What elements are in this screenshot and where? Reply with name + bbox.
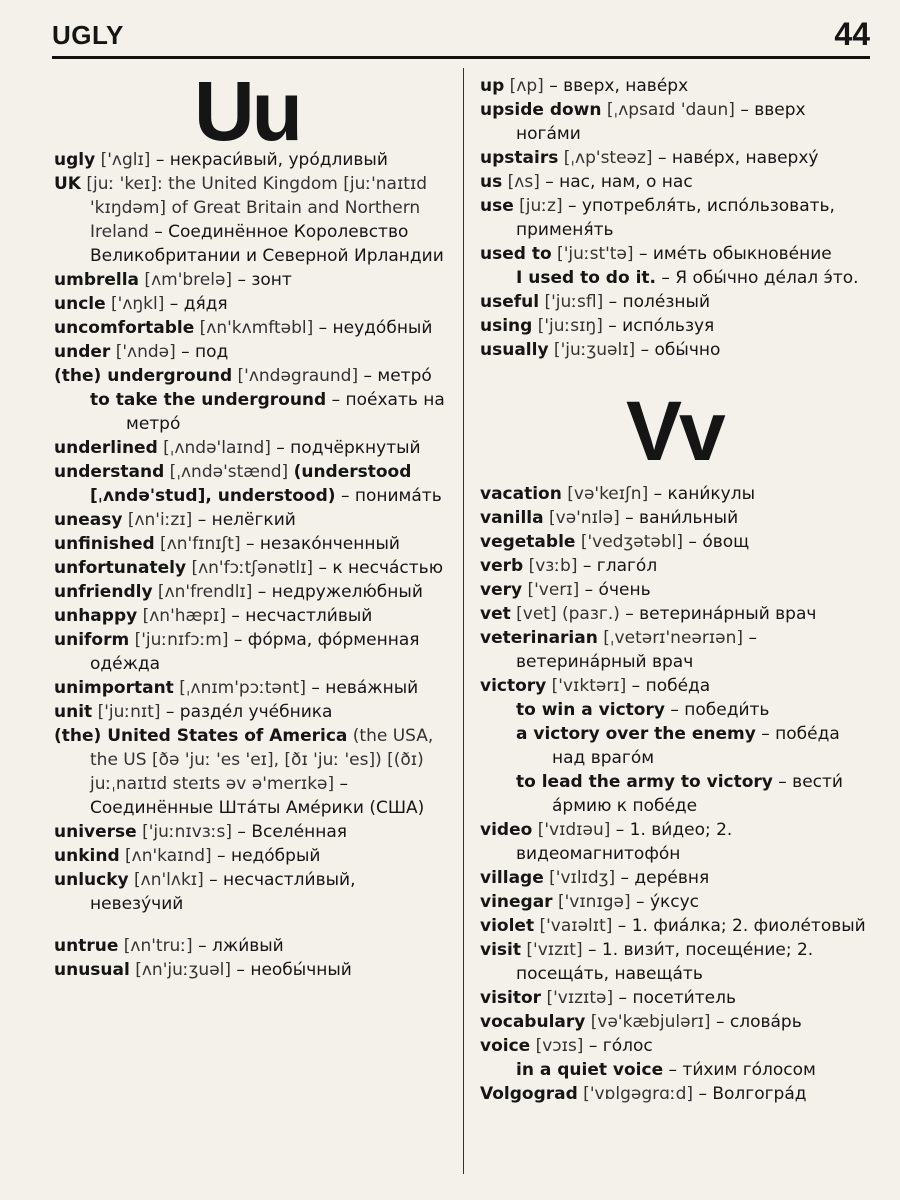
translation: – неудо́бный bbox=[313, 318, 433, 338]
headword: vinegar bbox=[480, 892, 553, 912]
transcription: ['vɪdɪəu] bbox=[532, 820, 611, 840]
translation: – употребля́ть, испо́льзовать, применя́ть bbox=[516, 196, 835, 240]
translation: – зонт bbox=[232, 270, 292, 290]
headword: used to bbox=[480, 244, 552, 264]
dictionary-entry bbox=[54, 700, 446, 724]
headword: uniform bbox=[54, 630, 130, 650]
translation: – глаго́л bbox=[577, 556, 658, 576]
example-phrase bbox=[480, 266, 872, 290]
section-letter-u: Uu bbox=[194, 64, 300, 158]
transcription: [ˌʌnɪm'pɔːtənt] bbox=[173, 678, 306, 698]
dictionary-entry bbox=[54, 868, 446, 916]
entry-list-right-v bbox=[480, 482, 872, 1106]
dictionary-entry bbox=[480, 938, 872, 986]
example-phrase bbox=[480, 1058, 872, 1082]
dictionary-entry bbox=[480, 626, 872, 674]
headword: unit bbox=[54, 702, 93, 722]
headword: vocabulary bbox=[480, 1012, 586, 1032]
translation: – о́чень bbox=[579, 580, 651, 600]
headword: a victory over the enemy bbox=[516, 724, 756, 744]
dictionary-entry bbox=[480, 1034, 872, 1058]
headword: unlucky bbox=[54, 870, 129, 890]
entry-list-right-u bbox=[480, 74, 872, 362]
translation: – некраси́вый, уро́дливый bbox=[150, 150, 388, 170]
header-rule bbox=[52, 56, 870, 59]
example-phrase bbox=[54, 388, 446, 436]
translation: – поéхать на метро́ bbox=[126, 390, 445, 434]
transcription: ['vɪlɪdʒ] bbox=[543, 868, 616, 888]
headword: uncle bbox=[54, 294, 106, 314]
translation: – под bbox=[175, 342, 229, 362]
translation: – победи́ть bbox=[664, 700, 770, 720]
headword: understand bbox=[54, 462, 165, 482]
translation: – 1. визи́т, посеще́ние; 2. посеща́ть, навеща́ть bbox=[516, 940, 814, 984]
translation: – дере́вня bbox=[615, 868, 710, 888]
headword: victory bbox=[480, 676, 547, 696]
dictionary-entry bbox=[54, 460, 446, 508]
translation: – Вселе́нная bbox=[232, 822, 348, 842]
example-phrase bbox=[480, 770, 872, 818]
translation: – ветерина́рный врач bbox=[619, 604, 817, 624]
transcription: [və'nɪlə] bbox=[543, 508, 620, 528]
dictionary-entry bbox=[480, 578, 872, 602]
dictionary-entry bbox=[54, 508, 446, 532]
dictionary-entry bbox=[480, 242, 872, 266]
dictionary-entry bbox=[480, 506, 872, 530]
transcription: ['vaɪəlɪt] bbox=[534, 916, 613, 936]
headword: (the) United States of America bbox=[54, 726, 348, 746]
headword: unfinished bbox=[54, 534, 155, 554]
transcription: ['juːsɪŋ] bbox=[532, 316, 603, 336]
headword: unusual bbox=[54, 960, 130, 980]
dictionary-entry bbox=[480, 674, 872, 698]
translation: – Соединённое Королевство Великобритании и Северной Ирландии bbox=[90, 222, 444, 266]
dictionary-entry bbox=[480, 194, 872, 242]
headword: underlined bbox=[54, 438, 158, 458]
headword: voice bbox=[480, 1036, 531, 1056]
transcription: (the USA, the US [ðə 'juː 'es 'eɪ], [ðɪ 'juː 'es]) [(ðɪ) juːˌnaɪtɪd steɪts əv ə'merɪkə] bbox=[90, 726, 434, 794]
left-column bbox=[54, 64, 446, 982]
headword: in a quiet voice bbox=[516, 1060, 664, 1080]
translation: – Волгогра́д bbox=[693, 1084, 807, 1104]
translation: – име́ть обыкнове́ние bbox=[633, 244, 832, 264]
dictionary-entry bbox=[480, 314, 872, 338]
dictionary-entry bbox=[54, 364, 446, 388]
transcription: ['juːst'tə] bbox=[551, 244, 634, 264]
dictionary-entry bbox=[480, 338, 872, 362]
translation: – лжи́вый bbox=[192, 936, 284, 956]
transcription: [ʌn'kʌmftəbl] bbox=[194, 318, 314, 338]
headword: very bbox=[480, 580, 523, 600]
dictionary-entry bbox=[54, 958, 446, 982]
dictionary-entry bbox=[480, 530, 872, 554]
translation: – нас, нам, о нас bbox=[539, 172, 693, 192]
headword: use bbox=[480, 196, 514, 216]
example-phrase bbox=[480, 722, 872, 770]
headword: village bbox=[480, 868, 544, 888]
dictionary-entry bbox=[480, 914, 872, 938]
headword: uneasy bbox=[54, 510, 123, 530]
headword: up bbox=[480, 76, 505, 96]
transcription: ['vɪktərɪ] bbox=[546, 676, 627, 696]
translation: – нева́жный bbox=[305, 678, 419, 698]
dictionary-entry bbox=[480, 98, 872, 146]
transcription: [ʌs] bbox=[502, 172, 540, 192]
headword: vet bbox=[480, 604, 511, 624]
translation: – к несча́стью bbox=[313, 558, 444, 578]
translation: – побе́да над враго́м bbox=[552, 724, 840, 768]
translation: – недо́брый bbox=[211, 846, 321, 866]
headword: unfortunately bbox=[54, 558, 187, 578]
headword: veterinarian bbox=[480, 628, 598, 648]
dictionary-entry bbox=[480, 1082, 872, 1106]
dictionary-entry bbox=[54, 268, 446, 292]
transcription: ['ʌŋkl] bbox=[105, 294, 165, 314]
dictionary-entry bbox=[480, 986, 872, 1010]
irregular-forms: (understood [ˌʌndə'stud], understood) bbox=[90, 462, 412, 506]
dictionary-entry bbox=[480, 482, 872, 506]
translation: – несчастли́вый bbox=[225, 606, 373, 626]
page-number: 44 bbox=[834, 16, 870, 52]
dictionary-entry bbox=[54, 580, 446, 604]
transcription: ['vɪzɪt] bbox=[520, 940, 583, 960]
transcription: [və'kæbjulərɪ] bbox=[585, 1012, 711, 1032]
dictionary-entry bbox=[54, 676, 446, 700]
dictionary-entry bbox=[54, 604, 446, 628]
headword: unfriendly bbox=[54, 582, 153, 602]
headword: upside down bbox=[480, 100, 602, 120]
transcription: [və'keɪʃn] bbox=[561, 484, 649, 504]
headword: visitor bbox=[480, 988, 542, 1008]
translation: – го́лос bbox=[583, 1036, 653, 1056]
dictionary-entry bbox=[54, 172, 446, 268]
transcription: [ʌn'juːʒuəl] bbox=[129, 960, 232, 980]
transcription: [juːz] bbox=[513, 196, 563, 216]
translation: – несчастли́вый, невезу́чий bbox=[90, 870, 356, 914]
column-divider bbox=[463, 68, 464, 1174]
page-header bbox=[52, 14, 870, 54]
translation: – вани́льный bbox=[619, 508, 739, 528]
transcription: [juː 'keɪ]: the United Kingdom [juː'naɪtɪd 'kɪŋdəm] of Great Britain and Northern Ireland bbox=[80, 174, 428, 242]
headword: to win a victory bbox=[516, 700, 665, 720]
dictionary-entry bbox=[480, 290, 872, 314]
dictionary-entry bbox=[54, 724, 446, 820]
headword: us bbox=[480, 172, 503, 192]
translation: – нелёгкий bbox=[192, 510, 296, 530]
dictionary-entry bbox=[480, 74, 872, 98]
translation: – фо́рма, фо́рменная оде́жда bbox=[90, 630, 420, 674]
transcription: [ʌm'brelə] bbox=[139, 270, 233, 290]
transcription: ['ʌndəgraund] bbox=[232, 366, 359, 386]
translation: – разде́л уче́бника bbox=[160, 702, 333, 722]
headword: I used to do it. bbox=[516, 268, 656, 288]
translation: – Соединённые Шта́ты Аме́рики (США) bbox=[90, 774, 425, 818]
headword: using bbox=[480, 316, 533, 336]
headword: upstairs bbox=[480, 148, 559, 168]
translation: – посети́тель bbox=[613, 988, 736, 1008]
translation: – слова́рь bbox=[710, 1012, 802, 1032]
headword: verb bbox=[480, 556, 524, 576]
translation: – понима́ть bbox=[335, 486, 442, 506]
transcription: [ʌn'kaɪnd] bbox=[119, 846, 212, 866]
translation: – побе́да bbox=[626, 676, 711, 696]
dictionary-entry bbox=[54, 340, 446, 364]
section-letter-v: Vv bbox=[626, 384, 723, 478]
transcription: ['verɪ] bbox=[522, 580, 580, 600]
running-head: UGLY bbox=[52, 20, 124, 50]
headword: to take the underground bbox=[90, 390, 327, 410]
headword: untrue bbox=[54, 936, 119, 956]
transcription: [ˌʌp'steəz] bbox=[558, 148, 653, 168]
dictionary-entry bbox=[54, 934, 446, 958]
headword: uncomfortable bbox=[54, 318, 195, 338]
headword: video bbox=[480, 820, 533, 840]
translation: – метро́ bbox=[358, 366, 432, 386]
headword: universe bbox=[54, 822, 137, 842]
headword: vacation bbox=[480, 484, 562, 504]
headword: useful bbox=[480, 292, 540, 312]
headword: umbrella bbox=[54, 270, 140, 290]
headword: unimportant bbox=[54, 678, 174, 698]
transcription: [ʌn'lʌkɪ] bbox=[128, 870, 204, 890]
dictionary-entry bbox=[480, 170, 872, 194]
translation: – вверх нога́ми bbox=[516, 100, 806, 144]
translation: – поле́зный bbox=[603, 292, 710, 312]
transcription: ['vɪnɪgə] bbox=[552, 892, 631, 912]
transcription: ['vɒlgəgrɑːd] bbox=[577, 1084, 694, 1104]
translation: – необы́чный bbox=[231, 960, 352, 980]
transcription: [ˌʌndə'laɪnd] bbox=[157, 438, 271, 458]
translation: – недружелю́бный bbox=[252, 582, 423, 602]
dictionary-entry bbox=[54, 148, 446, 172]
transcription: [ˌvetərɪ'neərɪən] bbox=[597, 628, 744, 648]
headword: vanilla bbox=[480, 508, 544, 528]
transcription: [ʌn'truː] bbox=[118, 936, 193, 956]
translation: – вести́ а́рмию к побе́де bbox=[552, 772, 843, 816]
transcription: [ʌn'fɪnɪʃt] bbox=[154, 534, 241, 554]
dictionary-entry bbox=[54, 628, 446, 676]
translation: – у́ксус bbox=[630, 892, 700, 912]
transcription: [ʌn'fɔːtʃənətlɪ] bbox=[186, 558, 314, 578]
translation: – ветерина́рный врач bbox=[516, 628, 757, 672]
translation: – испо́льзуя bbox=[602, 316, 715, 336]
headword: (the) underground bbox=[54, 366, 233, 386]
right-column bbox=[480, 74, 872, 1106]
transcription: [ʌn'iːzɪ] bbox=[122, 510, 193, 530]
headword: to lead the army to victory bbox=[516, 772, 773, 792]
transcription: ['juːnɪt] bbox=[92, 702, 161, 722]
headword: ugly bbox=[54, 150, 96, 170]
headword: usually bbox=[480, 340, 549, 360]
transcription: [vɔɪs] bbox=[530, 1036, 584, 1056]
headword: unhappy bbox=[54, 606, 138, 626]
dictionary-entry bbox=[480, 818, 872, 866]
headword: vegetable bbox=[480, 532, 576, 552]
transcription: [ʌn'hæpɪ] bbox=[137, 606, 226, 626]
transcription: [vet] (разг.) bbox=[510, 604, 620, 624]
translation: – подчёркнутый bbox=[270, 438, 421, 458]
dictionary-entry bbox=[480, 866, 872, 890]
translation: – обы́чно bbox=[635, 340, 721, 360]
dictionary-entry bbox=[54, 292, 446, 316]
dictionary-entry bbox=[54, 844, 446, 868]
transcription: ['juːnɪfɔːm] bbox=[129, 630, 229, 650]
transcription: ['vedʒətəbl] bbox=[575, 532, 684, 552]
headword: unkind bbox=[54, 846, 120, 866]
transcription: [ʌp] bbox=[504, 76, 544, 96]
translation: – незако́нченный bbox=[240, 534, 400, 554]
headword: Volgograd bbox=[480, 1084, 578, 1104]
headword: violet bbox=[480, 916, 535, 936]
entry-list-left bbox=[54, 148, 446, 982]
transcription: ['vɪzɪtə] bbox=[541, 988, 614, 1008]
transcription: [ˌʌndə'stænd] bbox=[164, 462, 294, 482]
transcription: [vɜːb] bbox=[523, 556, 578, 576]
dictionary-entry bbox=[54, 820, 446, 844]
dictionary-entry bbox=[54, 556, 446, 580]
dictionary-entry bbox=[480, 890, 872, 914]
transcription: ['juːnɪvɜːs] bbox=[136, 822, 233, 842]
translation: – наве́рх, наверху́ bbox=[652, 148, 819, 168]
dictionary-entry bbox=[480, 146, 872, 170]
dictionary-entry bbox=[480, 554, 872, 578]
dictionary-entry bbox=[54, 532, 446, 556]
translation: – дя́дя bbox=[164, 294, 228, 314]
transcription: ['ʌglɪ] bbox=[95, 150, 151, 170]
dictionary-entry bbox=[54, 316, 446, 340]
translation: – о́вощ bbox=[683, 532, 750, 552]
dictionary-entry bbox=[480, 602, 872, 626]
example-phrase bbox=[480, 698, 872, 722]
translation: – 1. фиа́лка; 2. фиоле́товый bbox=[612, 916, 866, 936]
entry-gap bbox=[54, 916, 446, 934]
headword: under bbox=[54, 342, 111, 362]
headword: UK bbox=[54, 174, 81, 194]
dictionary-entry bbox=[480, 1010, 872, 1034]
translation: – 1. ви́део; 2. видеомагнитофо́н bbox=[516, 820, 733, 864]
transcription: [ˌʌpsaɪd 'daun] bbox=[601, 100, 735, 120]
transcription: ['juːsfl] bbox=[539, 292, 604, 312]
translation: – Я обы́чно де́лал э́то. bbox=[655, 268, 859, 288]
transcription: ['juːʒuəlɪ] bbox=[548, 340, 636, 360]
headword: visit bbox=[480, 940, 521, 960]
transcription: [ʌn'frendlɪ] bbox=[152, 582, 253, 602]
translation: – вверх, наве́рх bbox=[543, 76, 689, 96]
dictionary-entry bbox=[54, 436, 446, 460]
translation: – ти́хим го́лосом bbox=[663, 1060, 816, 1080]
transcription: ['ʌndə] bbox=[110, 342, 176, 362]
translation: – кани́кулы bbox=[648, 484, 755, 504]
